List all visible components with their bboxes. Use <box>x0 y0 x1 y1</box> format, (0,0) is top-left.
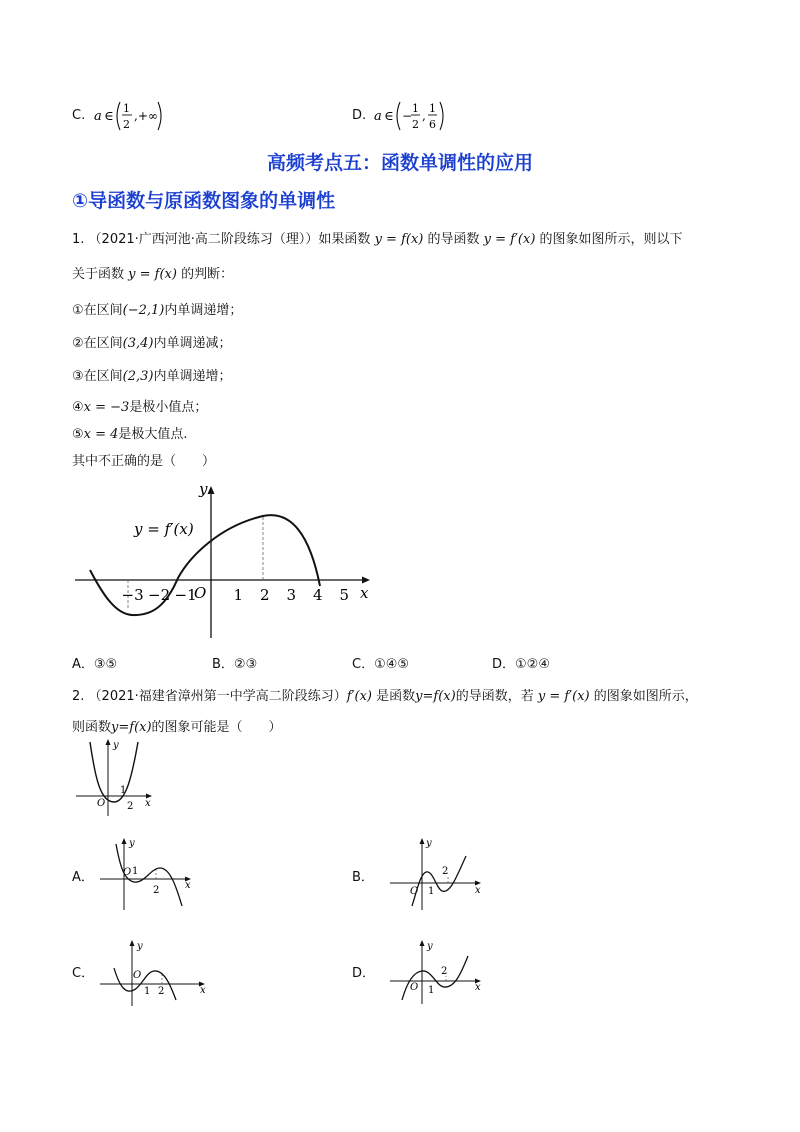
q2-function: y=f(x) <box>415 689 456 704</box>
q2-option-b-label[interactable]: B． <box>352 870 374 885</box>
origin-label: O <box>97 798 106 809</box>
item-math: (2,3) <box>122 369 154 384</box>
question-source: （2021·广西河池·高二阶段练习（理）） <box>88 232 319 247</box>
question-source: （2021·福建省漳州第一中学高二阶段练习） <box>88 689 347 704</box>
tick-label-2: 2 <box>127 801 134 812</box>
subsection-title: ①导函数与原函数图象的单调性 <box>72 190 336 212</box>
svg-text:,+∞: ,+∞ <box>134 109 158 123</box>
prev-option-c-math <box>92 96 172 136</box>
y-axis-arrow <box>106 739 111 745</box>
svg-text:,: , <box>422 109 426 123</box>
q1-stem-line2 <box>72 263 233 282</box>
tick-label-2: 2 <box>442 866 449 877</box>
q1-item-4 <box>72 396 207 415</box>
option-label: A． <box>72 657 94 672</box>
item-suffix: 是极大值点. <box>118 427 188 442</box>
tick-label-1: 1 <box>428 985 435 996</box>
q1-item-3 <box>72 365 232 384</box>
prev-option-d <box>352 108 366 123</box>
y-axis-arrow <box>208 486 215 494</box>
svg-text:a: a <box>94 109 102 124</box>
tick-label-1: 1 <box>428 886 435 897</box>
svg-text:a: a <box>374 109 382 124</box>
option-text: ①②④ <box>515 657 550 672</box>
option-text: ①④⑤ <box>374 657 410 672</box>
q2-derivative-graph <box>70 736 165 821</box>
item-prefix: ④ <box>72 400 84 415</box>
q1-item-2 <box>72 332 232 351</box>
svg-text:1: 1 <box>412 102 419 115</box>
item-suffix: 内单调递减； <box>153 336 232 351</box>
curve-label: y = f′(x) <box>134 520 194 538</box>
q1-question: 其中不正确的是（ ） <box>72 454 216 469</box>
q2-option-a-label[interactable]: A． <box>72 870 94 885</box>
q2-stem-text: 的图象可能是（ ） <box>151 720 282 735</box>
q1-option-a[interactable] <box>72 653 117 672</box>
option-d-curve <box>402 956 468 1000</box>
q1-stem-text: 的图象如图所示，则以下 <box>539 232 683 247</box>
q2-stem-text: 的导函数，若 <box>455 689 534 704</box>
derivative-parabola <box>90 742 138 802</box>
x-axis-arrow <box>362 577 370 584</box>
item-math: x = 4 <box>83 427 119 442</box>
q2-derivative: y = f′(x) <box>537 689 590 704</box>
tick-label: 3 <box>286 586 297 604</box>
y-axis-label: y <box>426 838 432 849</box>
item-suffix: 内单调递增； <box>164 303 243 318</box>
q1-stem-text: 关于函数 <box>72 267 125 282</box>
q2-option-d-label[interactable]: D． <box>352 966 376 981</box>
tick-label: 4 <box>313 586 323 604</box>
q2-option-c-graph[interactable] <box>96 938 211 1008</box>
q1-option-b[interactable] <box>212 653 257 672</box>
origin-label: O <box>133 970 142 981</box>
tick-label: −3 <box>121 586 144 604</box>
prev-option-d-math <box>372 96 452 136</box>
origin-label: O <box>410 886 419 897</box>
item-prefix: ⑤ <box>72 427 84 442</box>
item-prefix: ①在区间 <box>72 303 123 318</box>
q2-stem-line1 <box>72 685 698 704</box>
q1-stem-line1 <box>72 228 683 247</box>
q1-item-5 <box>72 423 188 442</box>
question-number: 2. <box>72 689 85 704</box>
origin-label: O <box>194 584 207 602</box>
q2-stem-text: 的图象如图所示， <box>593 689 698 704</box>
item-math: x = −3 <box>83 400 130 415</box>
option-label: B． <box>212 657 234 672</box>
svg-text:∈: ∈ <box>104 109 114 124</box>
svg-text:∈: ∈ <box>384 109 394 124</box>
y-axis-label: y <box>113 740 119 751</box>
x-axis-label: x <box>475 885 481 896</box>
q1-derivative-graph <box>70 478 380 643</box>
option-text: ②③ <box>233 657 258 672</box>
q2-option-c-label[interactable]: C． <box>72 966 95 981</box>
tick-label-1: 1 <box>144 986 151 997</box>
item-suffix: 内单调递增； <box>153 369 232 384</box>
svg-text:2: 2 <box>123 118 130 131</box>
tick-label: 2 <box>260 586 270 604</box>
tick-label: −1 <box>174 586 197 604</box>
q2-derivative: f′(x) <box>346 689 373 704</box>
q2-stem-line2 <box>72 716 282 735</box>
item-prefix: ②在区间 <box>72 336 123 351</box>
y-axis-label: y <box>199 480 208 498</box>
q1-function: y = f(x) <box>374 232 424 247</box>
q2-function: y=f(x) <box>111 720 152 735</box>
prev-option-c <box>72 108 85 123</box>
q1-option-c[interactable] <box>352 653 409 672</box>
option-text: ③⑤ <box>93 657 118 672</box>
item-math: (−2,1) <box>122 303 165 318</box>
tick-label-2: 2 <box>158 986 165 997</box>
option-label: C. <box>72 108 86 123</box>
q1-stem-text: 的判断： <box>181 267 234 282</box>
q1-stem-text: 如果函数 <box>318 232 371 247</box>
q1-item-1 <box>72 299 242 318</box>
svg-text:−: − <box>402 109 413 123</box>
item-prefix: ③在区间 <box>72 369 123 384</box>
origin-label: O <box>123 867 132 878</box>
tick-label-1: 1 <box>120 785 127 796</box>
x-axis-label: x <box>360 584 369 602</box>
tick-label: 5 <box>339 586 350 604</box>
svg-text:1: 1 <box>123 102 130 115</box>
x-axis-label: x <box>200 985 206 996</box>
q1-option-d[interactable] <box>492 653 550 672</box>
option-b-curve <box>412 856 466 906</box>
origin-label: O <box>410 982 419 993</box>
option-label: D． <box>492 657 516 672</box>
question-number: 1. <box>72 232 85 247</box>
tick-label-2: 2 <box>441 966 448 977</box>
q2-option-d-graph[interactable] <box>386 938 486 1008</box>
x-axis-label: x <box>145 798 151 809</box>
y-axis-label: y <box>129 838 135 849</box>
q1-function: y = f(x) <box>128 267 177 282</box>
section-title: 高频考点五：函数单调性的应用 <box>266 152 533 174</box>
tick-label: −2 <box>148 586 171 604</box>
tick-label: 1 <box>233 586 244 604</box>
q2-stem-text: 则函数 <box>72 720 112 735</box>
q2-stem-text: 是函数 <box>376 689 416 704</box>
x-axis-label: x <box>185 880 191 891</box>
y-axis-label: y <box>137 941 143 952</box>
tick-labels <box>122 586 350 604</box>
svg-text:6: 6 <box>429 118 436 131</box>
option-label: C． <box>352 657 375 672</box>
item-suffix: 是极小值点； <box>129 400 208 415</box>
q1-stem-text: 的导函数 <box>427 232 480 247</box>
tick-label-2: 2 <box>153 885 160 896</box>
item-math: (3,4) <box>122 336 154 351</box>
tick-label-1: 1 <box>132 866 139 877</box>
y-axis-label: y <box>427 941 433 952</box>
svg-text:2: 2 <box>412 118 419 131</box>
q2-option-a-graph[interactable] <box>96 836 196 916</box>
q1-derivative: y = f′(x) <box>483 232 536 247</box>
svg-text:1: 1 <box>429 102 436 115</box>
x-axis-label: x <box>475 982 481 993</box>
q2-option-b-graph[interactable] <box>386 836 486 916</box>
option-label: D. <box>352 108 367 123</box>
